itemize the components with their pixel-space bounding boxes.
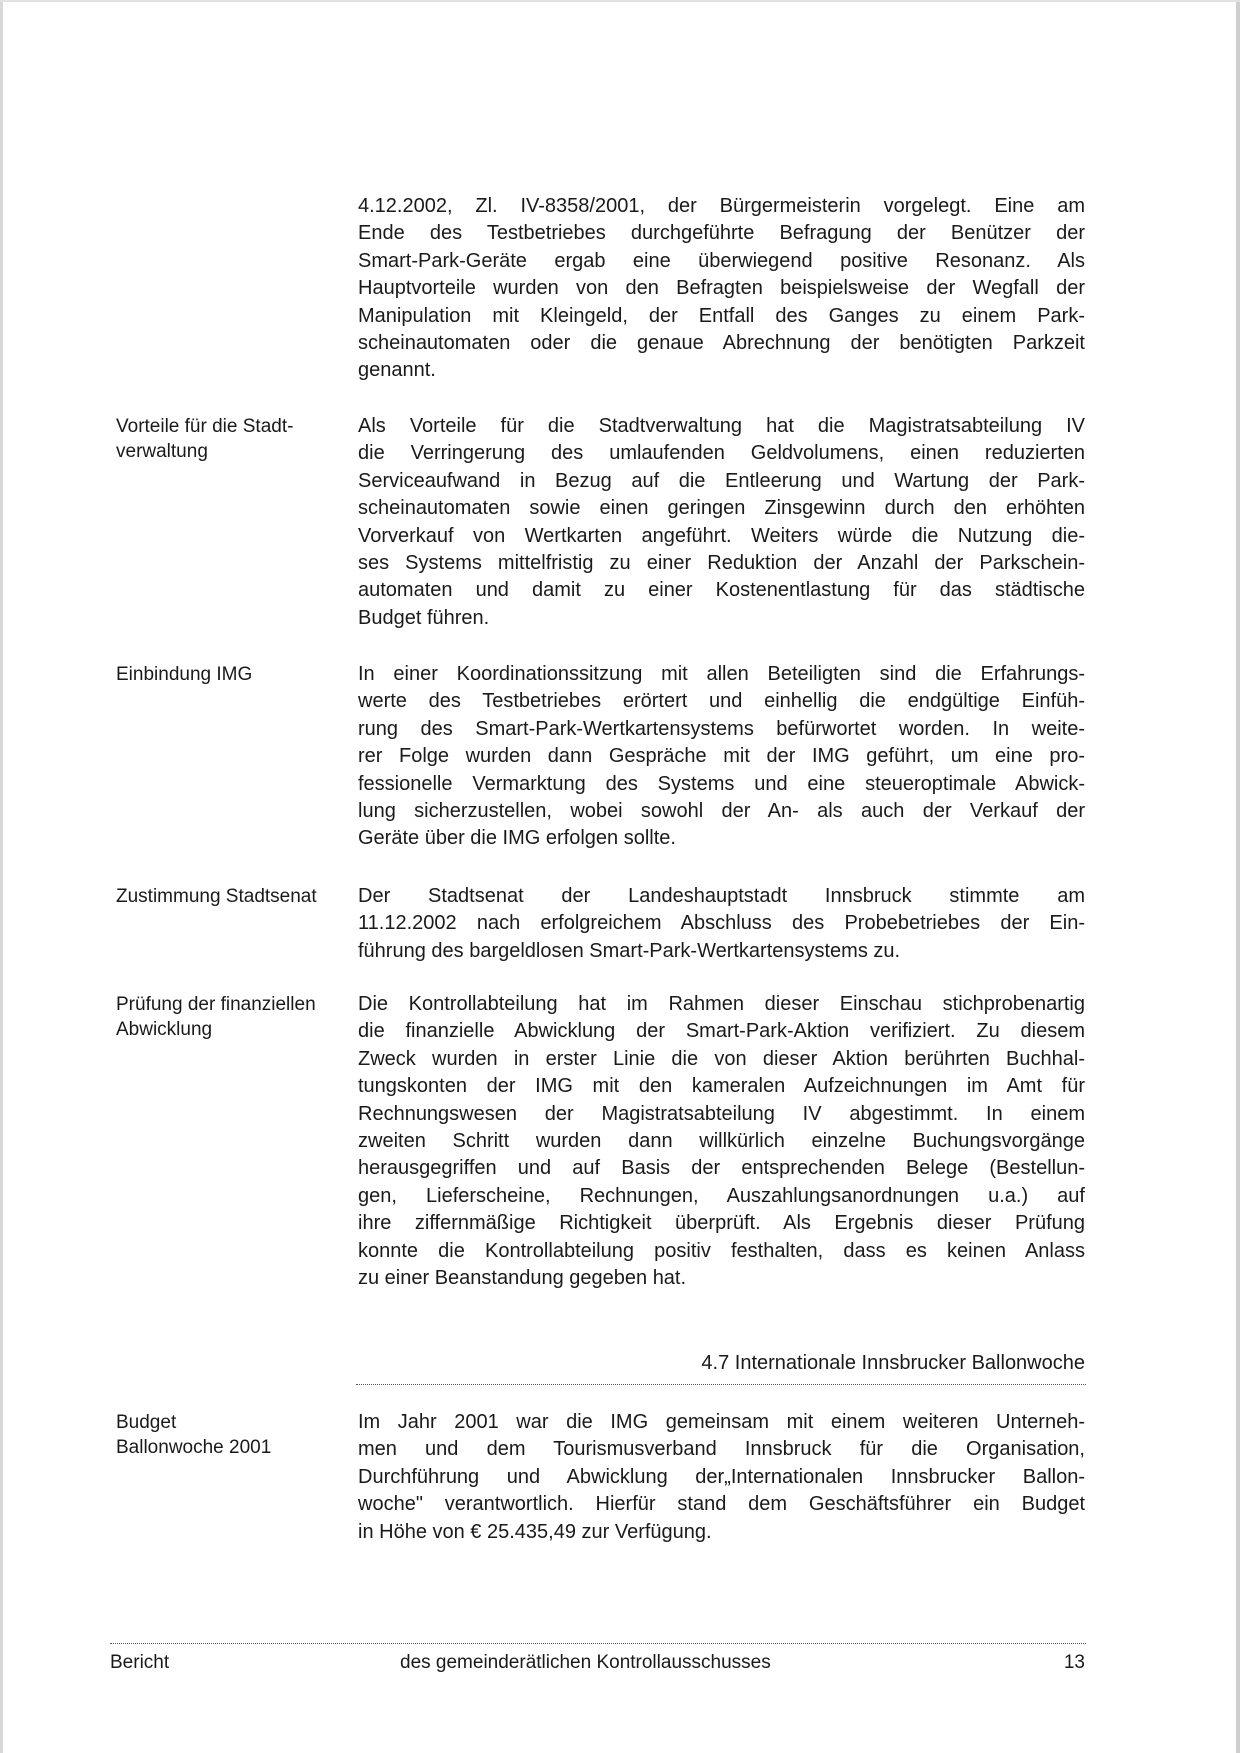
margin-label-line: Ballonwoche 2001 xyxy=(116,1437,272,1458)
paragraph-line: Geräte über die IMG erfolgen sollte. xyxy=(358,827,676,850)
paragraph-line: die Verringerung des umlaufenden Geldvolumens, einen reduzierten xyxy=(358,442,1085,465)
paragraph-line: automaten und damit zu einer Kostenentlastung für das städtische xyxy=(358,579,1085,602)
paragraph-line: tungskonten der IMG mit den kameralen Aufzeichnungen im Amt für xyxy=(358,1075,1085,1098)
paragraph-line: Zweck wurden in erster Linie die von dieser Aktion berührten Buchhal- xyxy=(358,1047,1085,1070)
paragraph-line: woche" verantwortlich. Hierfür stand dem Geschäftsführer ein Budget xyxy=(358,1493,1085,1516)
paragraph-line: Ende des Testbetriebes durchgeführte Befragung der Benützer der xyxy=(358,222,1085,245)
paragraph-line: scheinautomaten oder die genaue Abrechnung der benötigten Parkzeit xyxy=(358,331,1085,354)
margin-label-line: Vorteile für die Stadt- xyxy=(116,416,294,437)
paragraph xyxy=(358,991,1085,1292)
paragraph-line: Der Stadtsenat der Landeshauptstadt Innsbruck stimmte am xyxy=(358,885,1085,907)
paragraph-line: rer Folge wurden dann Gespräche mit der IMG geführt, um eine pro- xyxy=(358,745,1085,768)
margin-label-line: Budget xyxy=(116,1412,177,1433)
margin-label xyxy=(116,1410,346,1460)
margin-label xyxy=(116,662,346,687)
paragraph xyxy=(358,661,1085,853)
paragraph-line: Manipulation mit Kleingeld, der Entfall des Ganges zu einem Park- xyxy=(358,304,1085,327)
paragraph-line: fessionelle Vermarktung des Systems und eine steueroptimale Abwick- xyxy=(358,772,1085,795)
margin-label-line: Abwicklung xyxy=(116,1019,213,1040)
paragraph-line: men und dem Tourismusverband Innsbruck für die Organisation, xyxy=(358,1438,1085,1461)
paragraph-line: zu einer Beanstandung gegeben hat. xyxy=(358,1266,687,1289)
scan-edge-left xyxy=(0,0,3,1753)
footer-divider xyxy=(110,1643,1086,1644)
margin-label-line: Einbindung IMG xyxy=(116,664,253,685)
paragraph-line: 11.12.2002 nach erfolgreichem Abschluss des Probebetriebes der Ein- xyxy=(358,912,1085,935)
paragraph-line: herausgegriffen und auf Basis der entsprechenden Belege (Bestellun- xyxy=(358,1157,1085,1180)
paragraph-line: zweiten Schritt wurden dann willkürlich einzelne Buchungsvorgänge xyxy=(358,1129,1085,1152)
paragraph-line: Serviceaufwand in Bezug auf die Entleerung und Wartung der Park- xyxy=(358,469,1085,492)
paragraph-line: Als Vorteile für die Stadtverwaltung hat die Magistratsabteilung IV xyxy=(358,415,1085,437)
footer-center: des gemeinderätlichen Kontrollausschusses xyxy=(400,1652,771,1673)
scan-edge-right xyxy=(1236,0,1240,1753)
paragraph-line: werte des Testbetriebes erörtert und einhellig die endgültige Einfüh- xyxy=(358,690,1085,713)
margin-label xyxy=(116,414,346,464)
heading-divider xyxy=(356,1384,1086,1385)
margin-label-line: Zustimmung Stadtsenat xyxy=(116,886,317,907)
paragraph-line: scheinautomaten sowie einen geringen Zinsgewinn durch den erhöhten xyxy=(358,497,1085,520)
paragraph-line: ses Systems mittelfristig zu einer Reduktion der Anzahl der Parkschein- xyxy=(358,551,1085,574)
paragraph-line: Budget führen. xyxy=(358,606,490,629)
paragraph-line: die finanzielle Abwicklung der Smart-Park-Aktion verifiziert. Zu diesem xyxy=(358,1020,1085,1043)
paragraph xyxy=(358,413,1085,632)
paragraph xyxy=(358,883,1085,965)
paragraph-line: gen, Lieferscheine, Rechnungen, Auszahlungsanordnungen u.a.) auf xyxy=(358,1184,1085,1207)
margin-label-line: verwaltung xyxy=(116,441,208,462)
paragraph-line: Die Kontrollabteilung hat im Rahmen dieser Einschau stichprobenartig xyxy=(358,993,1085,1015)
paragraph-line: Smart-Park-Geräte ergab eine überwiegend positive Resonanz. Als xyxy=(358,249,1085,272)
paragraph-line: Hauptvorteile wurden von den Befragten beispielsweise der Wegfall der xyxy=(358,277,1085,300)
margin-label xyxy=(116,992,346,1042)
margin-label-line: Prüfung der finanziellen xyxy=(116,994,316,1015)
paragraph-line: 4.12.2002, Zl. IV-8358/2001, der Bürgermeisterin vorgelegt. Eine am xyxy=(358,195,1085,217)
paragraph xyxy=(358,193,1085,385)
footer-left: Bericht xyxy=(110,1652,170,1673)
paragraph-line: Rechnungswesen der Magistratsabteilung IV abgestimmt. In einem xyxy=(358,1102,1085,1125)
paragraph-line: Vorverkauf von Wertkarten angeführt. Weiters würde die Nutzung die- xyxy=(358,524,1085,547)
paragraph xyxy=(358,1409,1085,1546)
paragraph-line: ihre ziffernmäßige Richtigkeit überprüft. Als Ergebnis dieser Prüfung xyxy=(358,1212,1085,1235)
paragraph-line: Im Jahr 2001 war die IMG gemeinsam mit einem weiteren Unterneh- xyxy=(358,1411,1085,1433)
paragraph-line: In einer Koordinationssitzung mit allen Beteiligten sind die Erfahrungs- xyxy=(358,663,1085,685)
page-number: 13 xyxy=(1063,1652,1085,1673)
paragraph-line: Durchführung und Abwicklung der„Internationalen Innsbrucker Ballon- xyxy=(358,1465,1085,1488)
paragraph-line: konnte die Kontrollabteilung positiv festhalten, dass es keinen Anlass xyxy=(358,1239,1085,1262)
margin-label xyxy=(116,884,346,909)
scan-edge-top xyxy=(0,0,1240,2)
paragraph-line: in Höhe von € 25.435,49 zur Verfügung. xyxy=(358,1520,712,1543)
paragraph-line: rung des Smart-Park-Wertkartensystems befürwortet worden. In weite- xyxy=(358,717,1085,740)
paragraph-line: lung sicherzustellen, wobei sowohl der An- als auch der Verkauf der xyxy=(358,799,1085,822)
paragraph-line: genannt. xyxy=(358,359,436,382)
paragraph-line: führung des bargeldlosen Smart-Park-Wertkartensystems zu. xyxy=(358,939,901,962)
section-heading: 4.7 Internationale Innsbrucker Ballonwoche xyxy=(701,1352,1085,1374)
